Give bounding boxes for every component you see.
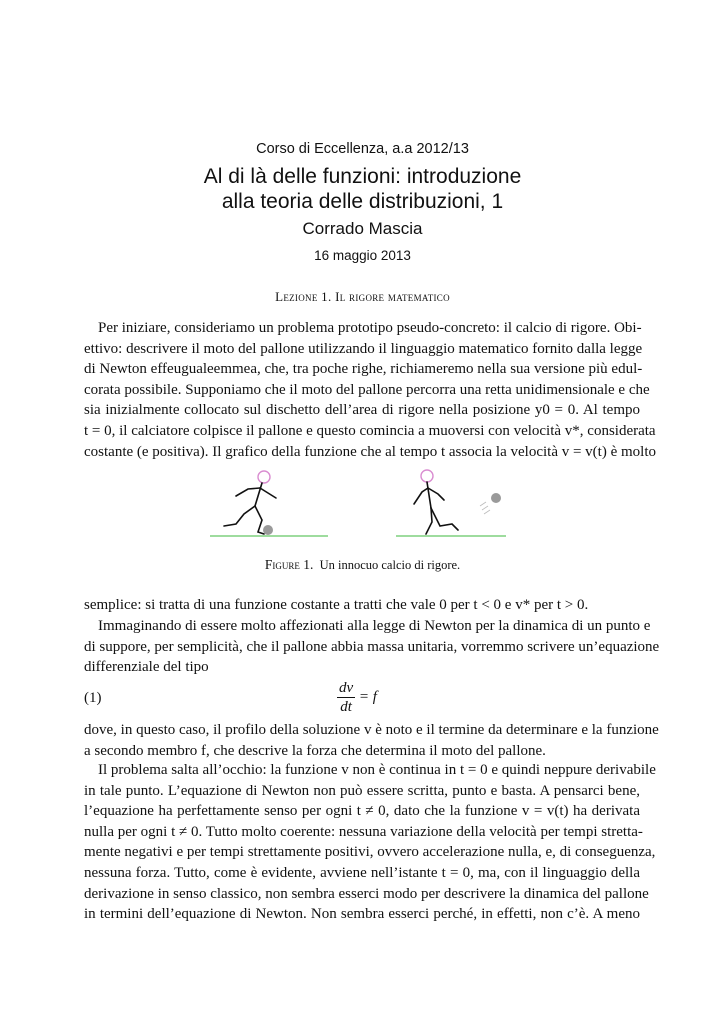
p5-line: Il problema salta all’occhio: la funzione v non è continua in t = 0 e quindi neppure derivabile — [98, 762, 656, 778]
p1-line: sia inizialmente collocato sul dischetto dell’area di rigore nella posizione y0 = 0. Al tempo — [84, 402, 640, 419]
p1-line: ettivo: descrivere il moto del pallone utilizzando il linguaggio matematico fornito dalla legge — [84, 340, 643, 357]
p3-line: differenziale del tipo — [84, 659, 209, 676]
player-left-head — [258, 471, 270, 483]
equation-number: (1) — [84, 690, 102, 706]
paragraph-4 — [84, 720, 659, 761]
paragraph-2 — [84, 595, 640, 616]
equation-fraction — [337, 679, 355, 716]
p1-line: corata possibile. Supponiamo che il moto del pallone percorra una retta unidimensionale e che — [84, 381, 650, 398]
caption-text: Un innocuo calcio di rigore. — [319, 558, 461, 572]
ball-right — [491, 493, 501, 503]
caption-label: Figure 1. — [264, 557, 314, 572]
p1-line: costante (e positiva). Il grafico della funzione che al tempo t associa la velocità v = v(t) è molto — [84, 443, 656, 460]
paragraph-5 — [84, 760, 656, 925]
p5-line: derivazione in senso classico, non sembra esserci modo per descrivere la dinamica del pallone — [84, 885, 649, 902]
p1-line: t = 0, il calciatore colpisce il pallone e questo comincia a muoversi con velocità v*, considerata — [84, 422, 656, 439]
p1-line: di Newton effeugualeemmea, che, tra poche righe, richiameremo nella sua versione più edul- — [84, 361, 643, 378]
title-line-1: Al di là delle funzioni: introduzione — [203, 165, 522, 188]
p5-line: mente negativi e per tempi strettamente positivi, ovvero accelerazione nulla, e, di conseguenza, — [84, 844, 656, 861]
equation-numerator: dv — [339, 680, 354, 696]
p3-line: Immaginando di essere molto affezionati alla legge di Newton per la dinamica di un punto e — [98, 618, 651, 634]
p5-line: nessuna forza. Tutto, come è evidente, avviene nell’istante t = 0, ma, con il linguaggio della — [84, 864, 640, 881]
p5-line: in termini dell’equazione di Newton. Non sembra esserci perché, in effetti, non c’è. A meno — [84, 906, 640, 923]
equation — [337, 679, 377, 716]
p3-line: di suppore, per semplicità, che il pallone abbia massa unitaria, vorremmo scrivere un’equazione — [84, 638, 660, 655]
penalty-kick-figure — [200, 462, 520, 550]
author: Corrado Mascia — [302, 219, 423, 238]
p5-line: in tale punto. L’equazione di Newton non può essere scritta, punto e basta. A pensarci bene, — [84, 782, 640, 799]
equation-denominator: dt — [340, 699, 352, 715]
p4-line: a secondo membro f, che descrive la forza che determina il moto del pallone. — [84, 742, 546, 759]
p5-line: l’equazione ha perfettamente senso per ogni t ≠ 0, dato che la funzione v = v(t) ha derivata — [84, 803, 640, 820]
lesson-heading: Lezione 1. Il rigore matematico — [275, 289, 450, 304]
p2-line: semplice: si tratta di una funzione costante a tratti che vale 0 per t < 0 e v* per t > 0. — [84, 597, 589, 613]
paragraph-1 — [84, 318, 656, 462]
p4-line: dove, in questo caso, il profilo della soluzione v è noto e il termine da determinare e la funzione — [84, 722, 659, 738]
title-line-2: alla teoria delle distribuzioni, 1 — [221, 190, 504, 213]
date: 16 maggio 2013 — [314, 248, 411, 263]
course-name: Corso di Eccellenza, a.a 2012/13 — [256, 141, 469, 157]
p1-line: Per iniziare, consideriamo un problema prototipo pseudo-concreto: il calcio di rigore. Obi- — [98, 320, 642, 336]
p5-line: nulla per ogni t ≠ 0. Tutto molto coerente: nessuna variazione della velocità per tempi stretta- — [84, 823, 643, 840]
ball-left — [263, 525, 273, 535]
figure-caption — [0, 557, 725, 573]
equation-rhs: = f — [358, 689, 377, 705]
player-right-head — [421, 470, 433, 482]
paragraph-3 — [84, 616, 660, 678]
